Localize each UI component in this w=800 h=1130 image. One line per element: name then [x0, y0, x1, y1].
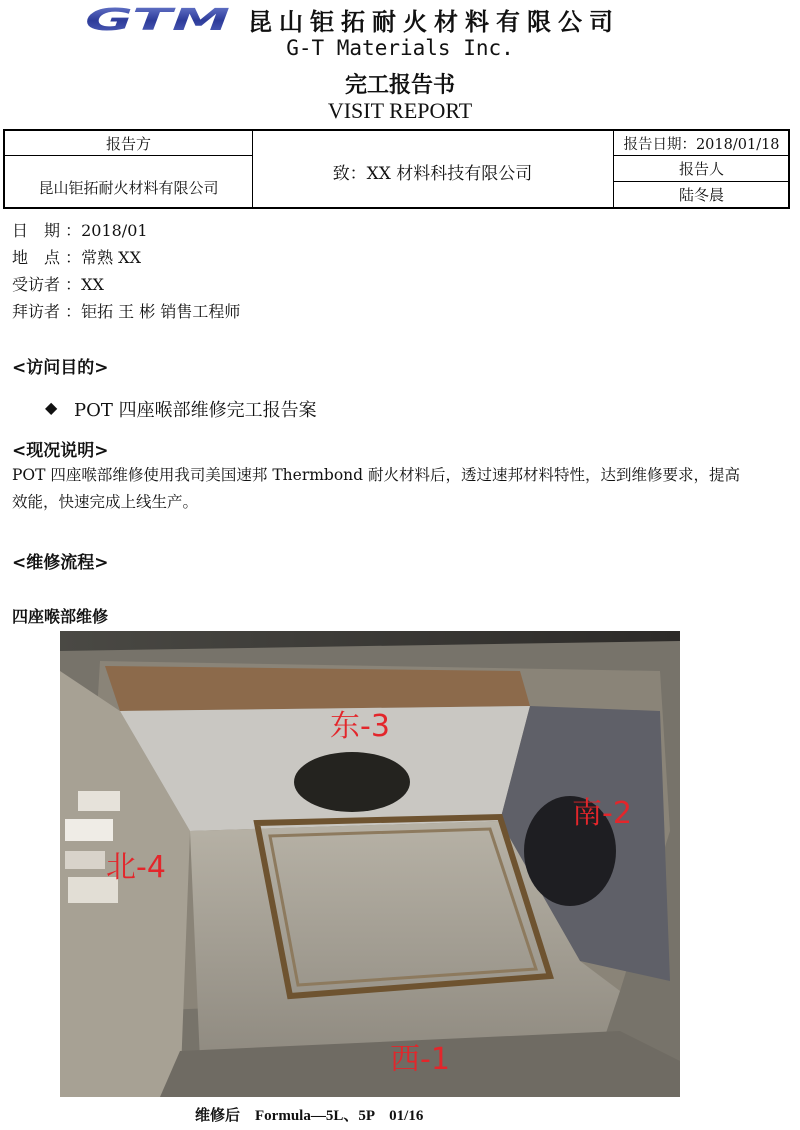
label-south: 南-2 [572, 796, 632, 831]
reporter-header: 报告方 [105, 135, 151, 153]
svg-text:GTM: GTM [85, 6, 230, 32]
reporter-value: 昆山钜拓耐火材料有限公司 [38, 179, 219, 197]
status-heading: <现况说明> [12, 441, 109, 461]
meta-location: 地 点 ：常熟 XX [12, 248, 141, 267]
purpose-item: POT 四座喉部维修完工报告案 [74, 400, 317, 421]
label-east: 东-3 [330, 709, 390, 744]
photo-caption: 维修后 Formula—5L、5P 01/16 [195, 1108, 424, 1124]
status-text: POT 四座喉部维修使用我司美国速邦 Thermbond 耐火材料后，透过速邦材料特性，达到维修要求，提高效能，快速完成上线生产。 [12, 466, 741, 511]
reporter-person-header: 报告人 [678, 160, 724, 178]
bullet-icon: ◆ [45, 398, 58, 417]
company-name-cn: 昆山钜拓耐火材料有限公司 [248, 7, 620, 36]
repair-photo [60, 631, 680, 1097]
document-title-cn: 完工报告书 [344, 72, 455, 98]
meta-visitor: 拜访者 ：钜拓 王 彬 销售工程师 [12, 302, 241, 321]
meta-interviewee: 受访者 ：XX [12, 275, 104, 294]
purpose-heading: <访问目的> [12, 358, 109, 378]
photo-subheading: 四座喉部维修 [12, 607, 109, 626]
report-info-table [3, 129, 790, 209]
label-west: 西-1 [390, 1042, 450, 1077]
recipient: 致：XX 材料科技有限公司 [332, 164, 533, 184]
process-heading: <维修流程> [12, 553, 109, 573]
company-logo [85, 6, 230, 32]
reporter-person-value: 陆冬晨 [678, 186, 724, 204]
label-north: 北-4 [106, 850, 166, 885]
company-name-en: G-T Materials Inc. [286, 36, 514, 60]
meta-date: 日 期 ：2018/01 [12, 221, 148, 240]
report-date: 报告日期：2018/01/18 [623, 137, 780, 153]
document-title-en: VISIT REPORT [327, 98, 473, 123]
